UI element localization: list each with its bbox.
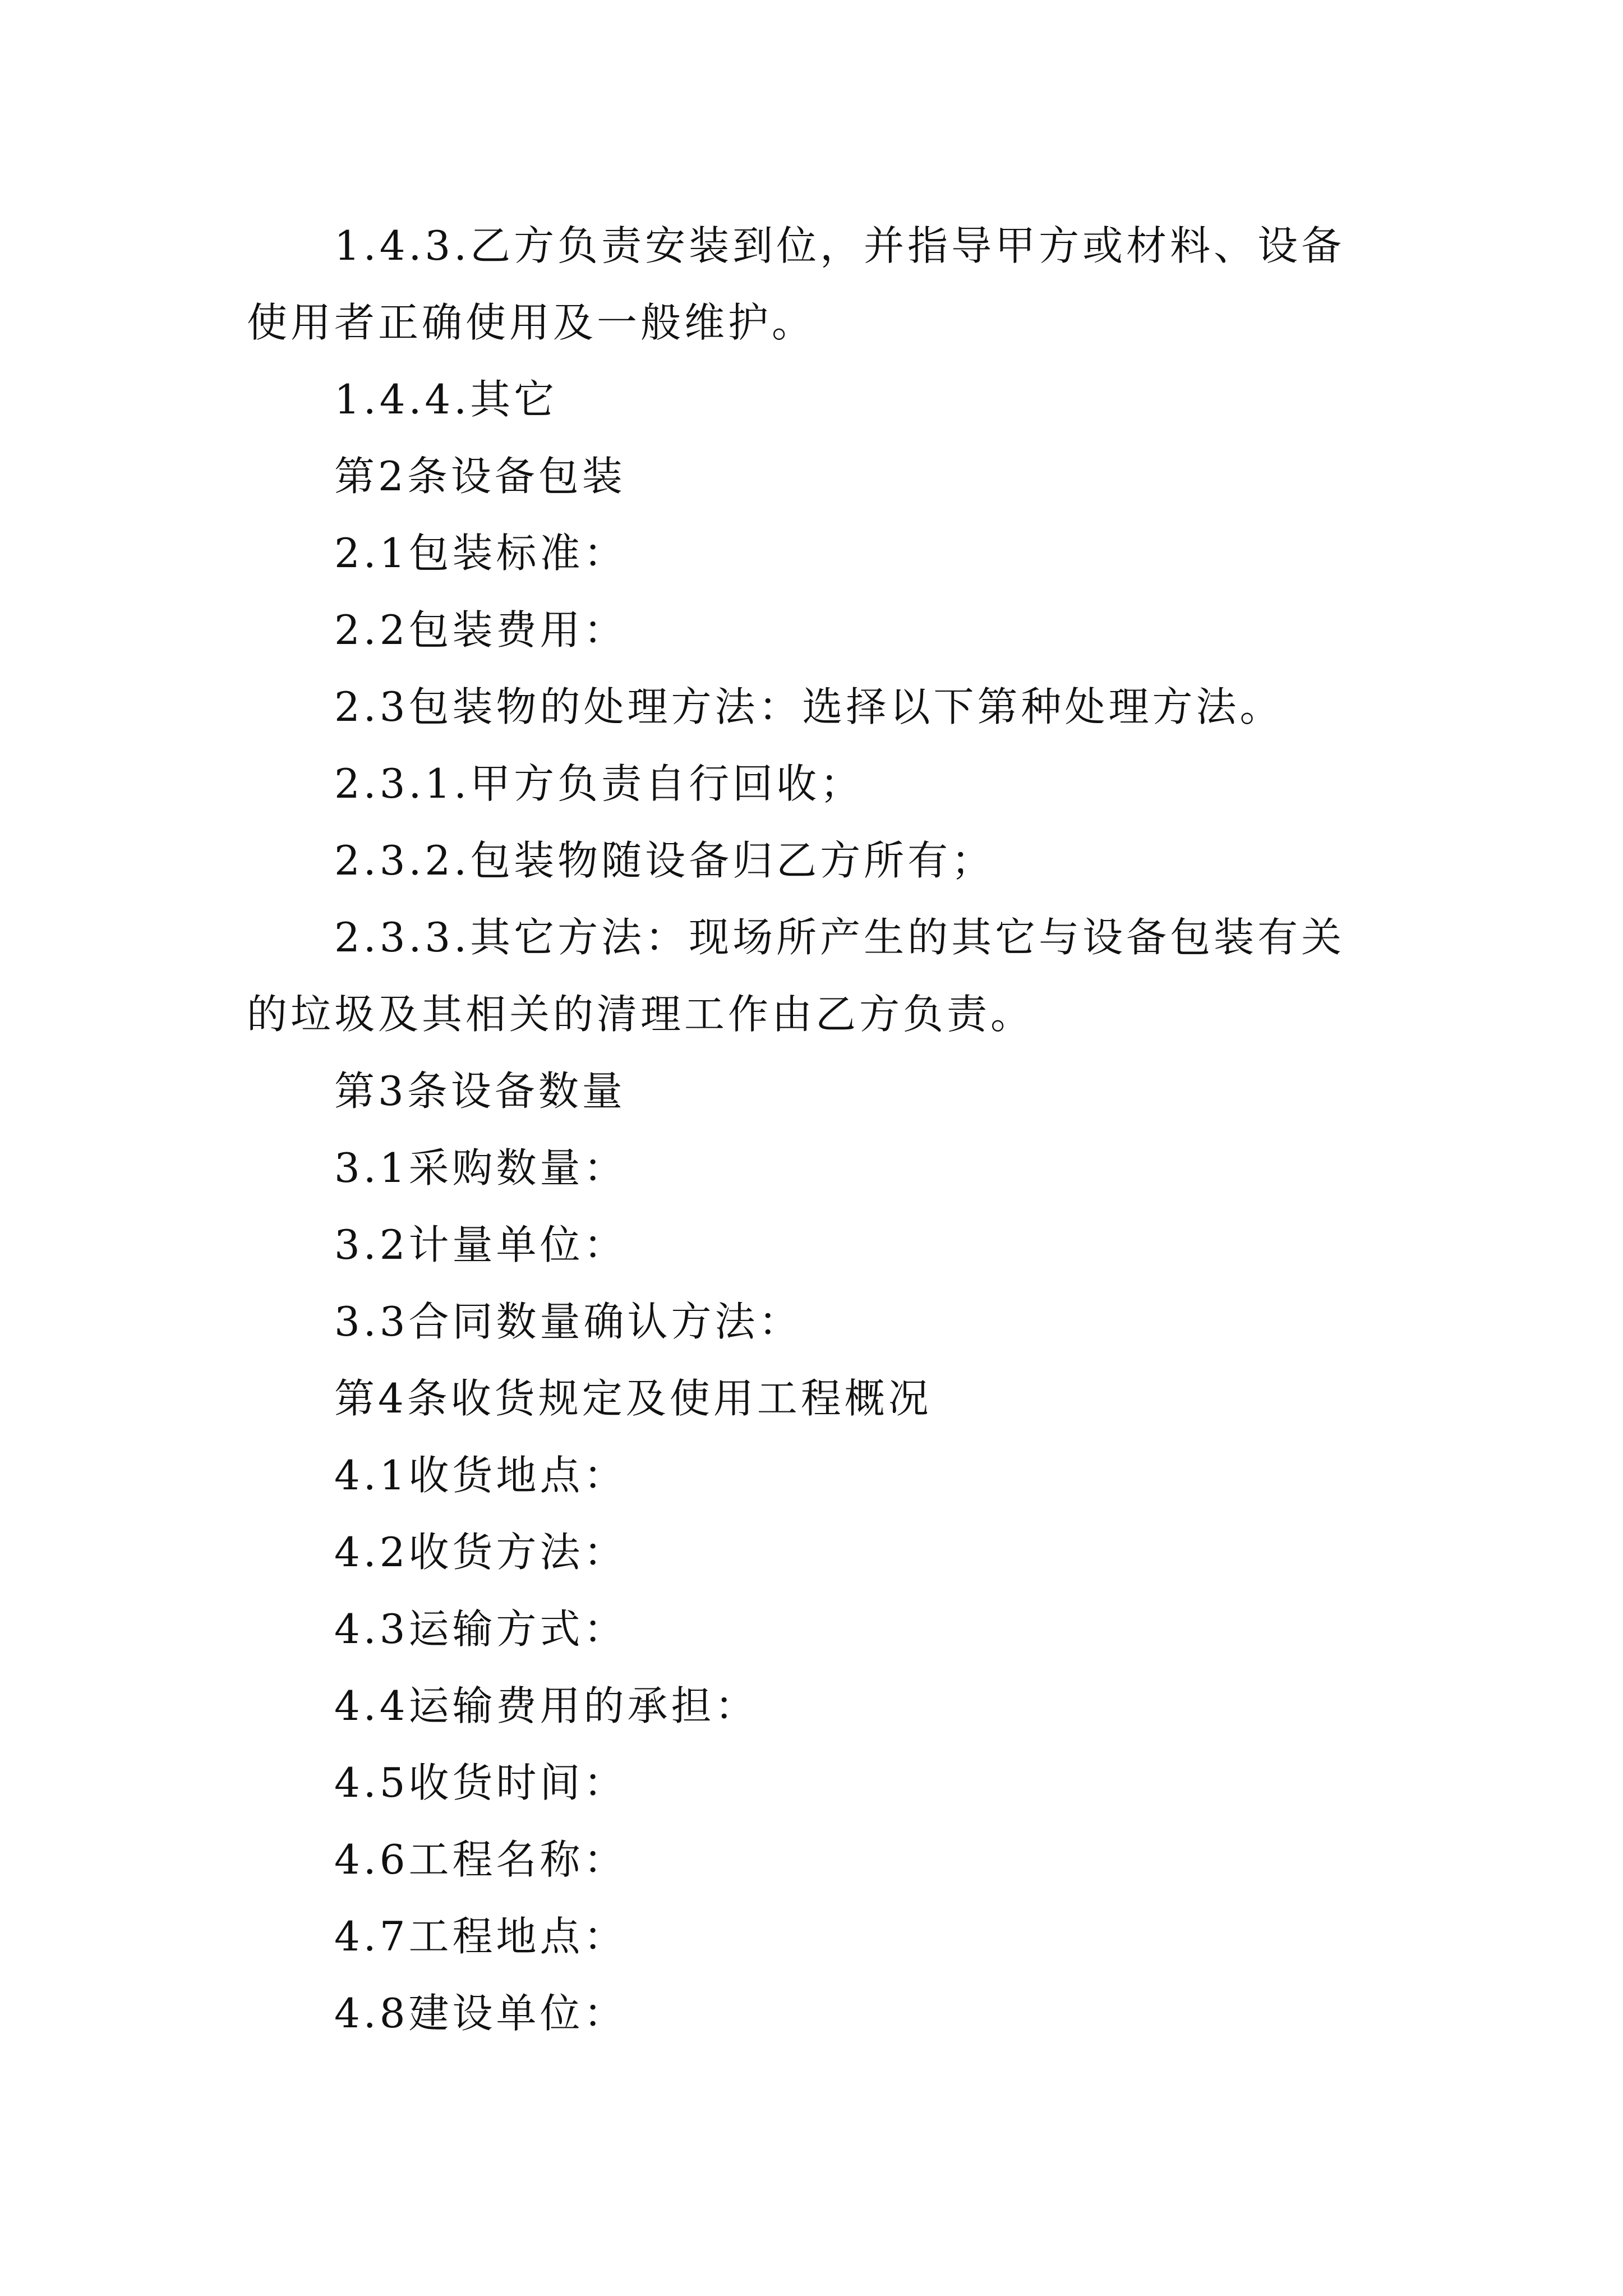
- paragraph-3-3: 3.3合同数量确认方法：: [334, 1298, 803, 1345]
- paragraph-4-4: 4.4运输费用的承担：: [334, 1682, 759, 1729]
- paragraph-4-2: 4.2收货方法：: [334, 1529, 628, 1576]
- paragraph-4-3: 4.3运输方式：: [334, 1605, 628, 1653]
- heading-article-4: 第4条收货规定及使用工程概况: [334, 1375, 932, 1422]
- paragraph-1-4-3: 1.4.3.乙方负责安装到位，并指导甲方或材料、设备使用者正确使用及一般维护。: [247, 222, 1345, 346]
- paragraph-1-4-4: 1.4.4.其它: [334, 376, 558, 423]
- paragraph-3-2: 3.2计量单位：: [334, 1221, 628, 1268]
- paragraph-4-7: 4.7工程地点：: [334, 1913, 628, 1960]
- paragraph-3-1: 3.1采购数量：: [334, 1144, 628, 1191]
- paragraph-4-5: 4.5收货时间：: [334, 1759, 628, 1806]
- paragraph-2-3-1: 2.3.1.甲方负责自行回收；: [334, 760, 864, 807]
- paragraph-4-6: 4.6工程名称：: [334, 1836, 628, 1883]
- paragraph-2-2: 2.2包装费用：: [334, 606, 628, 654]
- paragraph-4-8: 4.8建设单位：: [334, 1990, 628, 2037]
- document-body: [247, 208, 1385, 2052]
- paragraph-4-1: 4.1收货地点：: [334, 1452, 628, 1499]
- heading-article-2: 第2条设备包装: [334, 453, 626, 500]
- paragraph-2-3-2: 2.3.2.包装物随设备归乙方所有；: [334, 837, 995, 884]
- paragraph-2-3: 2.3包装物的处理方法：选择以下第种处理方法。: [334, 683, 1284, 730]
- paragraph-2-1: 2.1包装标准：: [334, 530, 628, 577]
- heading-article-3: 第3条设备数量: [334, 1068, 626, 1115]
- paragraph-2-3-3: 2.3.3.其它方法：现场所产生的其它与设备包装有关的垃圾及其相关的清理工作由乙方负责。: [247, 914, 1345, 1038]
